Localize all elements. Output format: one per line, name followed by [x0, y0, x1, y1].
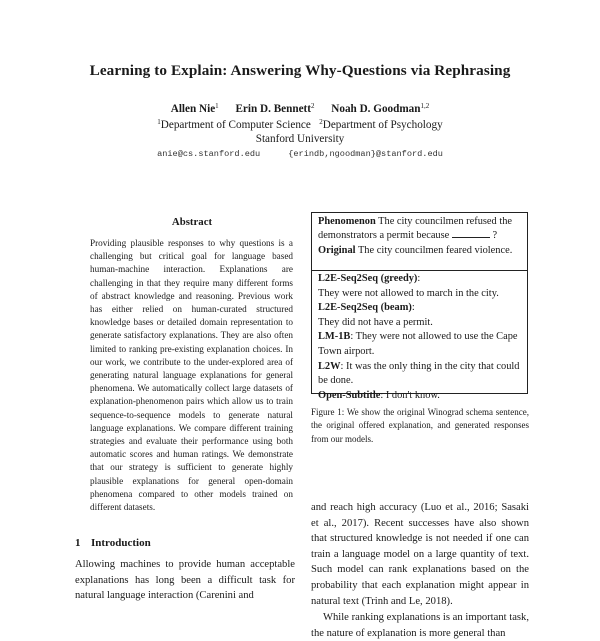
author-name: Allen Nie [170, 103, 216, 115]
abstract-heading: Abstract [171, 216, 213, 228]
model-colon: : [350, 331, 354, 343]
paragraph: While ranking explanations is an important task, the nature of explanation is more general than [311, 612, 529, 639]
author-affil-mark: 2 [310, 102, 315, 110]
model-output-text: It was the only thing in the city that could be done. [318, 360, 520, 387]
author-affil-mark: 1,2 [420, 102, 430, 110]
model-output-item [318, 360, 521, 389]
model-outputs [312, 271, 527, 403]
model-label: L2W [318, 360, 341, 372]
section-number: 1 [75, 537, 81, 549]
author-list [0, 103, 600, 115]
affiliation-psych: Department of Psychology [322, 119, 443, 131]
model-output-text: I don't know. [385, 389, 440, 401]
affil-mark: 1 [157, 118, 161, 126]
model-output-item [318, 330, 521, 359]
affiliation-university: Stanford University [255, 133, 345, 145]
author-emails [0, 149, 600, 159]
model-label: L2E-Seq2Seq (beam) [318, 302, 412, 314]
email-first: anie@cs.stanford.edu [157, 149, 261, 159]
section-heading-introduction [75, 537, 151, 549]
model-colon: : [417, 273, 421, 284]
author-name: Noah D. Goodman [331, 103, 421, 115]
phenomenon-label: Phenomenon [318, 216, 376, 227]
email-second: {erindb,ngoodman}@stanford.edu [288, 149, 443, 159]
model-label: L2E-Seq2Seq (greedy) [318, 273, 418, 284]
model-output-text: They were not allowed to use the Cape Town airport. [318, 331, 518, 357]
paragraph: and reach high accuracy (Luo et al., 2016; Sasaki et al., 2017). Recent successes have also shown that structured knowledge is not needed if one can train a language model on a large quantity of text. Such model can rank explanations based on the probability that each explanation might appear in natural text (Trinh and Le, 2018). [311, 502, 529, 607]
model-output-item [318, 301, 521, 330]
model-output-text: They did not have a permit. [318, 316, 433, 328]
model-output-item [318, 389, 521, 404]
model-label: Open-Subtitle [318, 389, 381, 401]
model-colon: : [411, 302, 415, 314]
figure-1-box [311, 212, 528, 401]
affiliation-cs: Department of Computer Science [160, 119, 311, 131]
original-text: The city councilmen feared violence. [357, 244, 513, 256]
blank-line [452, 229, 490, 238]
abstract-text: Providing plausible responses to why questions is a challenging but critical goal for language based human-machine interaction. Explanations are challenging in that they require many different forms of abstract knowledge and reasoning. Previous work has either relied on human-curated structured knowledge bases or detailed domain representation to generate satisfactory explanations. They are also often limited to ranking pre-existing explanation choices. In our work, we contribute to the under-explored area of generating natural language explanations for general phenomena. We automatically collect large datasets of explanation-phenomenon pairs which allow us to train sequence-to-sequence models to generate natural language explanations. We compare different training strategies and evaluate their performance using both automatic scores and human ratings. We demonstrate that our strategy is sufficient to generate highly plausible explanations for general open-domain phenomena compared to other models trained on different datasets. [90, 238, 293, 513]
phenomenon-text: The city councilmen refused the demonstrators a permit because [318, 216, 513, 242]
paper-title: Learning to Explain: Answering Why-Questions via Rephrasing [89, 62, 511, 79]
model-output-item [318, 272, 521, 301]
introduction-text: Allowing machines to provide human acceptable explanations has long been a difficult task for natural language interaction (Carenini and [75, 559, 295, 602]
figure-caption: Figure 1: We show the original Winograd schema sentence, the original offered explanation, and generated responses from our models. [311, 407, 529, 444]
author-affil-mark: 1 [215, 102, 219, 110]
affil-mark: 2 [319, 118, 323, 126]
model-colon: : [380, 389, 384, 401]
author-name: Erin D. Bennett [235, 103, 311, 115]
phenomenon-question-mark: ? [492, 230, 498, 242]
affiliation-departments [0, 119, 600, 131]
section-title: Introduction [91, 537, 151, 549]
model-colon: : [340, 360, 344, 372]
original-label: Original [318, 244, 356, 256]
model-output-text: They were not allowed to march in the city. [318, 287, 499, 299]
figure-context [312, 213, 527, 270]
model-label: LM-1B [318, 331, 351, 343]
right-column-body [311, 500, 529, 641]
